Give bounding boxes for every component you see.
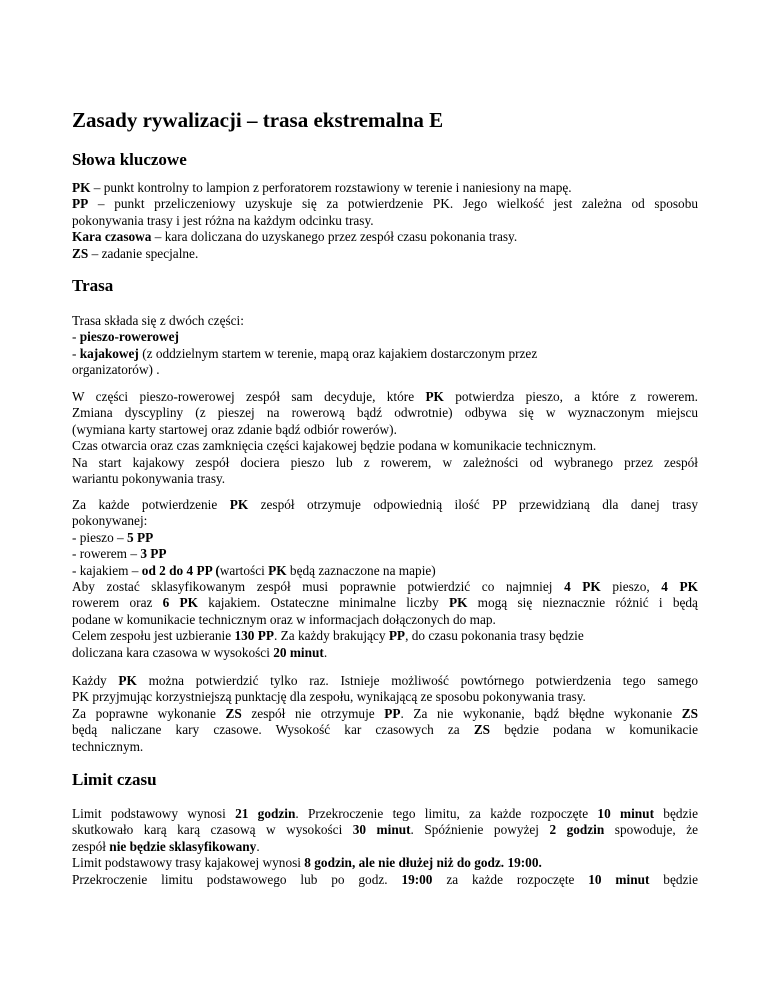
trasa-paragraph-3: Za każde potwierdzenie PK zespół otrzymuje odpowiednią ilość PP przewidzianą dla danej trasy pokonywanej: - pieszo – 5 PP - rowerem – 3 PP - kajakiem – od 2 do 4 PP (wartości PK będą zaznaczone na mapie) Aby zostać sklasyfikowanym zespół musi poprawnie potwierdzić co najmniej 4 PK pieszo, 4 PK rowerem oraz 6 PK kajakiem. Ostateczne minimalne liczby PK mogą się nieznacznie różnić i będą podane w komunikacie technicznym oraz w informacjach dołączonych do map. Celem zespołu jest uzbieranie 130 PP. Za każdy brakujący PP, do czasu pokonania trasy będzie doliczana kara czasowa w wysokości 20 minut.: [72, 497, 698, 660]
definition-pp: PP – punkt przeliczeniowy uzyskuje się za potwierdzenie PK. Jego wielkość jest zależna od sposobu: [72, 196, 698, 212]
definition-pk: PK – punkt kontrolny to lampion z perforatorem rozstawiony w terenie i naniesiony na mapę.: [72, 180, 572, 195]
definition-kara: Kara czasowa – kara doliczana do uzyskanego przez zespół czasu pokonania trasy.: [72, 229, 518, 245]
section-heading-keywords: Słowa kluczowe: [72, 150, 187, 169]
trasa-paragraph-2: W części pieszo-rowerowej zespół sam decyduje, które PK potwierdza pieszo, a które z rowerem. Zmiana dyscypliny (z pieszej na rowerową bądź odwrotnie) odbywa się w wyznaczonym miejscu (wymiana karty startowej oraz zdanie bądź odbiór rowerów). Czas otwarcia oraz czas zamknięcia części kajakowej będzie podana w komunikacie technicznym. Na start kajakowy zespół dociera pieszo lub z rowerem, w zależności od wybranego przez zespół wariantu pokonywania trasy.: [72, 389, 698, 486]
document-title: Zasady rywalizacji – trasa ekstremalna E: [72, 108, 444, 132]
definition-pp-cont: pokonywania trasy i jest różna na każdym odcinku trasy.: [72, 212, 374, 228]
section-heading-trasa: Trasa: [72, 276, 114, 295]
trasa-paragraph-4: Każdy PK można potwierdzić tylko raz. Istnieje możliwość powtórnego potwierdzenia tego samego PK przyjmując korzystniejszą punktację dla zespołu, wynikającą ze sposobu pokonywania trasy. Za poprawne wykonanie ZS zespół nie otrzymuje PP. Za nie wykonanie, bądź błędne wykonanie ZS będą naliczane kary czasowe. Wysokość kar czasowych za ZS będzie podana w komunikacie technicznym.: [72, 673, 698, 754]
trasa-paragraph-1: Trasa składa się z dwóch części: - pieszo-rowerowej - kajakowej (z oddzielnym startem w terenie, mapą oraz kajakiem dostarczonym przez organizatorów) .: [72, 313, 538, 378]
section-heading-limit-czasu: Limit czasu: [72, 770, 157, 789]
definition-zs: ZS – zadanie specjalne.: [72, 245, 199, 261]
keywords-definitions: [72, 180, 698, 262]
limit-czasu-paragraph: Limit podstawowy wynosi 21 godzin. Przekroczenie tego limitu, za każde rozpoczęte 10 minut będzie skutkowało karą karą czasową w wysokości 30 minut. Spóźnienie powyżej 2 godzin spowoduje, że zespół nie będzie sklasyfikowany. Limit podstawowy trasy kajakowej wynosi 8 godzin, ale nie dłużej niż do godz. 19:00. Przekroczenie limitu podstawowego lub po godz. 19:00 za każde rozpoczęte 10 minut będzie: [72, 806, 699, 887]
